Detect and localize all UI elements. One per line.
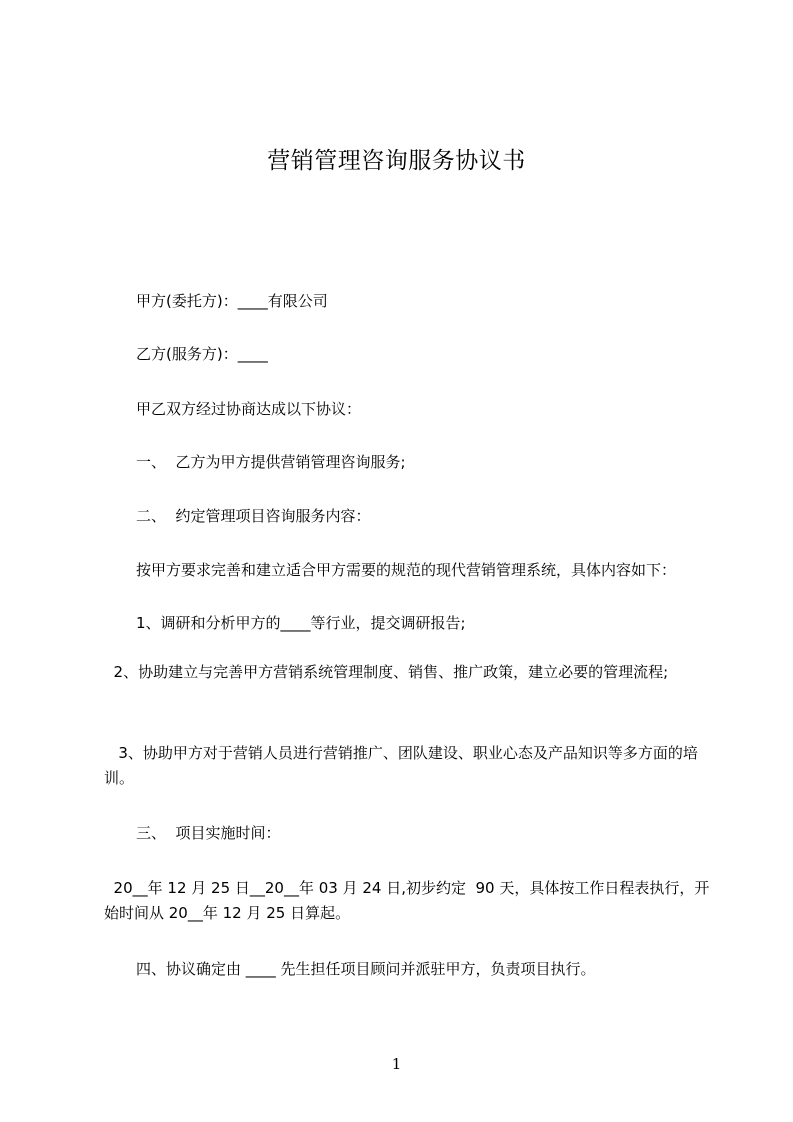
clause-3-description: 20__年 12 月 25 日__20__年 03 月 24 日,初步约定 90 天，具体按工作日程表执行，开始时间从 20__年 12 月 25 日算起。: [104, 879, 710, 922]
party-b-line: 乙方(服务方)：____: [136, 345, 268, 363]
service-item-3: 3、协助甲方对于营销人员进行营销推广、团队建设、职业心态及产品知识等多方面的培训。: [104, 744, 698, 787]
party-a-line: 甲方(委托方)：____有限公司: [136, 292, 328, 310]
document-title: 营销管理咨询服务协议书: [267, 148, 526, 174]
clause-2: 二、 约定管理项目咨询服务内容：: [136, 507, 371, 525]
clause-3: 三、 项目实施时间：: [136, 824, 281, 842]
service-item-1: 1、调研和分析甲方的____等行业，提交调研报告;: [136, 614, 466, 632]
page-number: 1: [391, 1055, 402, 1073]
clause-4: 四、协议确定由 ____ 先生担任项目顾问并派驻甲方，负责项目执行。: [136, 960, 596, 978]
clause-2-description: 按甲方要求完善和建立适合甲方需要的规范的现代营销管理系统，具体内容如下：: [136, 561, 677, 579]
intro-line: 甲乙双方经过协商达成以下协议：: [136, 400, 362, 418]
service-item-2: 2、协助建立与完善甲方营销系统管理制度、销售、推广政策，建立必要的管理流程;: [104, 663, 669, 681]
clause-1: 一、 乙方为甲方提供营销管理咨询服务;: [136, 453, 406, 471]
